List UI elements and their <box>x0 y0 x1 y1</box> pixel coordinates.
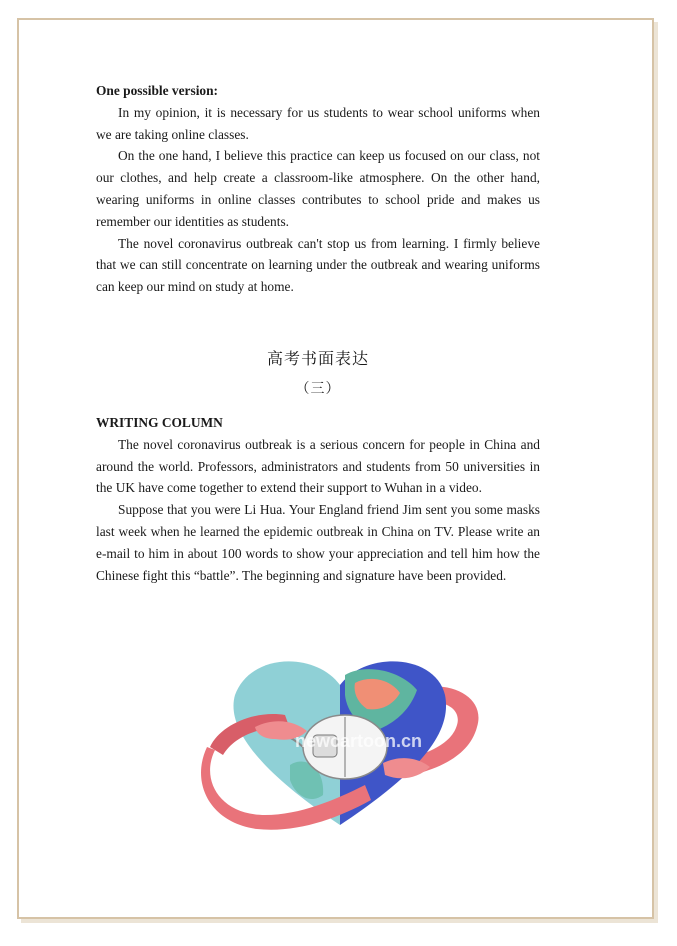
prompt-paragraph: Suppose that you were Li Hua. Your England friend Jim sent you some masks last week when he learned the epidemic outbreak in China on TV. Please write an e-mail to him in about 100 words to show your appreciation and tell him how the Chinese fight this “battle”. The beginning and signature have been provided. <box>96 502 540 583</box>
prompt-paragraph: The novel coronavirus outbreak is a serious concern for people in China and around the world. Professors, administrators and students from 50 universities in the UK have come together to extend their support to Wuhan in a video. <box>96 436 540 496</box>
sample-paragraph: On the one hand, I believe this practice can keep us focused on our class, not our clothes, and help create a classroom-like atmosphere. On the other hand, wearing uniforms in online classes contributes to school pride and makes us remember our identities as students. <box>96 148 540 229</box>
sample-paragraph: The novel coronavirus outbreak can't stop us from learning. I firmly believe that we can still concentrate on learning under the outbreak and wearing uniforms can keep our mind on study at home. <box>96 235 540 295</box>
sample-heading: One possible version: <box>96 83 219 98</box>
section-title: 高考书面表达 <box>266 348 369 368</box>
sample-paragraph: In my opinion, it is necessary for us students to wear school uniforms when we are taking online classes. <box>96 104 540 142</box>
heart-globe-illustration <box>195 655 485 830</box>
section-subtitle: （三） <box>295 380 341 397</box>
watermark-text: newcartoon.cn <box>295 731 423 751</box>
document-body <box>96 80 540 586</box>
column-heading: WRITING COLUMN <box>96 414 223 430</box>
